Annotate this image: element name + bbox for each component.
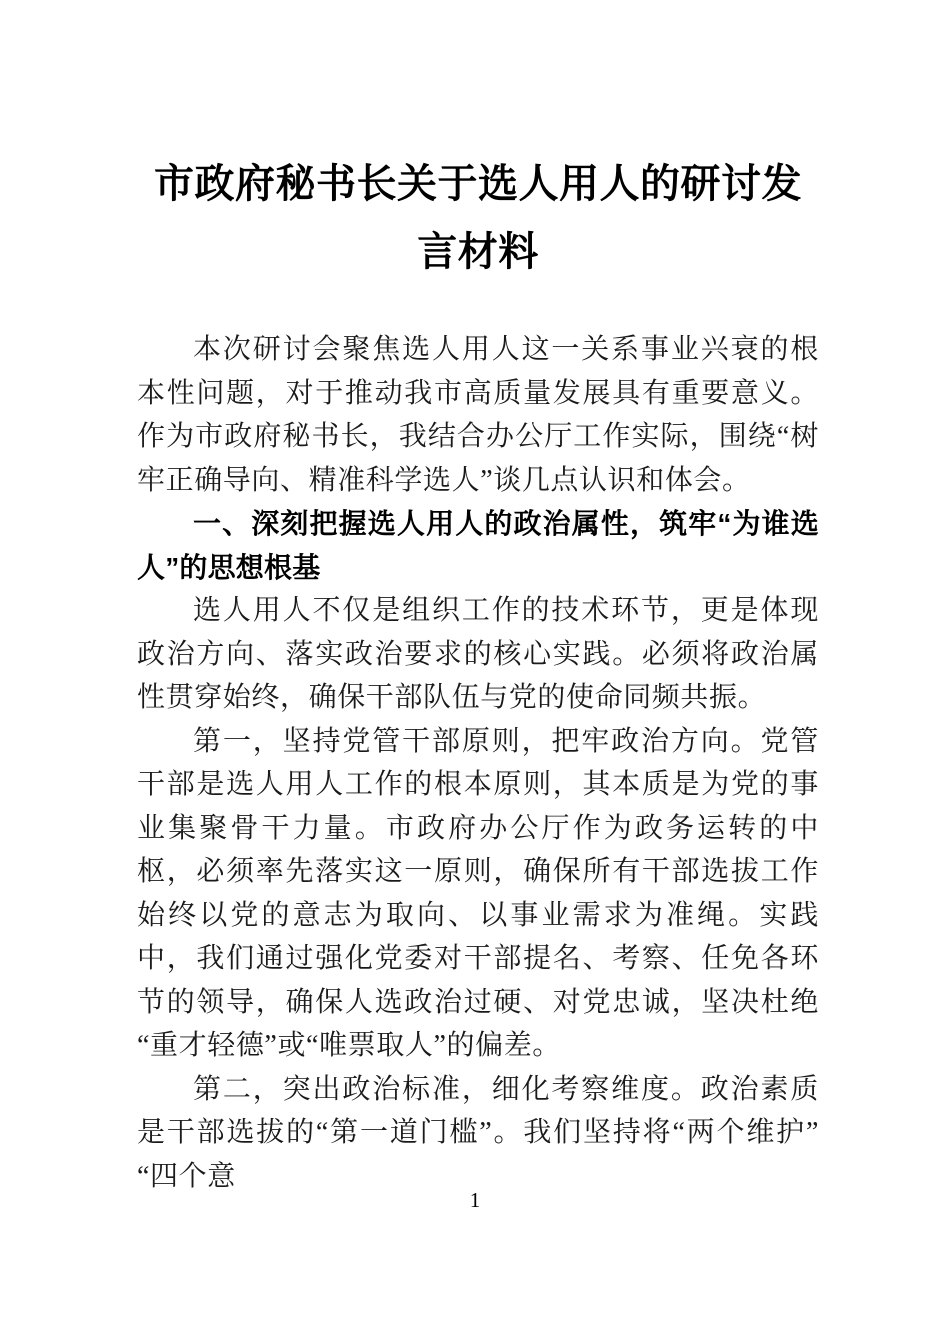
page-content [137, 150, 819, 1198]
page-number-footer: 1 [469, 1188, 481, 1212]
paragraph-point-first: 第一，坚持党管干部原则，把牢政治方向。党管干部是选人用人工作的根本原则，其本质是为党的事业集聚骨干力量。市政府办公厅作为政务运转的中枢，必须率先落实这一原则，确保所有干部选拔工作始终以党的意志为取向、以事业需求为准绳。实践中，我们通过强化党委对干部提名、考察、任免各环节的领导，确保人选政治过硬、对党忠诚，坚决杜绝“重才轻德”或“唯票取人”的偏差。 [137, 725, 819, 1061]
section-heading-one: 一、深刻把握选人用人的政治属性，筑牢“为谁选人”的思想根基 [137, 508, 819, 583]
paragraph-point-second: 第二，突出政治标准，细化考察维度。政治素质是干部选拔的“第一道门槛”。我们坚持将“两个维护”“四个意 [137, 1073, 819, 1192]
document-body [137, 328, 819, 1198]
paragraph-section-one-lead: 选人用人不仅是组织工作的技术环节，更是体现政治方向、落实政治要求的核心实践。必须将政治属性贯穿始终，确保干部队伍与党的使命同频共振。 [137, 595, 819, 713]
page-title: 市政府秘书长关于选人用人的研讨发言材料 [154, 160, 802, 275]
paragraph-intro: 本次研讨会聚焦选人用人这一关系事业兴衰的根本性问题，对于推动我市高质量发展具有重要意义。作为市政府秘书长，我结合办公厅工作实际，围绕“树牢正确导向、精准科学选人”谈几点认识和体会。 [137, 334, 819, 496]
